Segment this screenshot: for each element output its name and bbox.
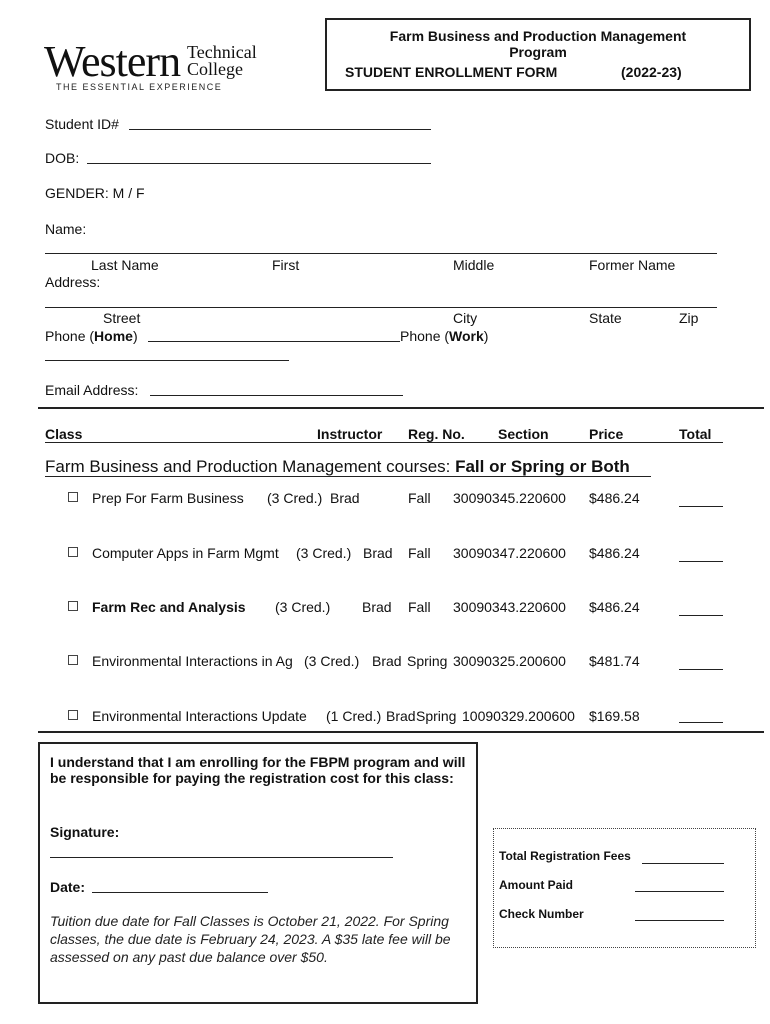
course-instructor: Brad [363,545,393,561]
course-credits: (1 Cred.) [326,708,382,724]
checkbox-icon[interactable] [68,655,78,665]
logo-wordmark: Western [44,37,181,86]
total-fees-label: Total Registration Fees [499,849,631,863]
section-divider [38,407,764,409]
student-id-field[interactable] [129,129,431,130]
header-underline [45,442,723,443]
phone-home-label: Phone (Home) [45,328,138,344]
checkbox-icon[interactable] [68,492,78,502]
logo-subtitle: Technical College [187,42,257,79]
course-reg-section: 30090345.220600 [453,490,566,506]
col-price: Price [589,426,624,442]
col-reg-no: Reg. No. [408,426,465,442]
course-row[interactable]: Environmental Interactions in Ag (3 Cred.) Brad Spring 30090325.200600 $481.74 [68,653,728,673]
state-caption: State [589,310,622,326]
city-caption: City [453,310,478,326]
logo-tagline: THE ESSENTIAL EXPERIENCE [56,82,223,92]
course-row[interactable]: Computer Apps in Farm Mgmt (3 Cred.) Brad Fall 30090347.220600 $486.24 [68,545,728,565]
course-credits: (3 Cred.) [304,653,360,669]
phone-work-label: Phone (Work) [400,328,489,344]
course-row[interactable]: Environmental Interactions Update (1 Cred.) Brad Spring 10090329.200600 $169.58 [68,708,728,728]
name-field[interactable] [45,253,717,254]
total-fees-field[interactable] [642,863,724,864]
course-section-underline [45,476,651,477]
agreement-statement: I understand that I am enrolling for the FBPM program and will be responsible for paying the registration cost for this class: [50,754,466,786]
phone-work-field[interactable] [45,360,289,361]
middle-name-caption: Middle [453,257,495,273]
gender-label: GENDER: M / F [45,185,145,201]
dob-field[interactable] [87,163,431,164]
agreement-box [38,742,478,1004]
form-name: STUDENT ENROLLMENT FORM [345,64,558,80]
course-reg-section: 30090343.220600 [453,599,566,615]
email-label: Email Address: [45,382,139,398]
checkbox-icon[interactable] [68,601,78,611]
course-total-field[interactable] [679,669,723,670]
first-name-caption: First [272,257,300,273]
course-row[interactable]: Farm Rec and Analysis (3 Cred.) Brad Fall 30090343.220600 $486.24 [68,599,728,619]
address-field[interactable] [45,307,717,308]
program-title: Farm Business and Production Management Program [389,28,687,60]
fees-box [493,828,756,948]
course-price: $486.24 [589,545,640,561]
course-instructor: Brad [362,599,392,615]
course-reg-section: 10090329.200600 [462,708,575,724]
course-instructor: Brad [386,708,416,724]
course-total-field[interactable] [679,722,723,723]
course-reg-section: 30090325.200600 [453,653,566,669]
college-logo [44,37,274,102]
col-total: Total [679,426,712,442]
col-section: Section [498,426,549,442]
course-credits: (3 Cred.) [267,490,323,506]
zip-caption: Zip [679,310,699,326]
course-term: Fall [408,545,431,561]
phone-home-field[interactable] [148,341,400,342]
course-reg-section: 30090347.220600 [453,545,566,561]
course-price: $486.24 [589,490,640,506]
signature-label: Signature: [50,824,120,840]
date-field[interactable] [92,892,268,893]
course-instructor: Brad [330,490,360,506]
form-year: (2022-23) [621,64,682,80]
course-credits: (3 Cred.) [296,545,352,561]
name-label: Name: [45,221,87,237]
checkbox-icon[interactable] [68,547,78,557]
amount-paid-label: Amount Paid [499,878,573,892]
dob-label: DOB: [45,150,80,166]
course-price: $169.58 [589,708,640,724]
course-total-field[interactable] [679,561,723,562]
last-name-caption: Last Name [91,257,159,273]
amount-paid-field[interactable] [635,891,724,892]
course-price: $481.74 [589,653,640,669]
table-bottom-divider [38,731,764,733]
form-title-box [325,18,751,91]
former-name-caption: Former Name [589,257,676,273]
course-price: $486.24 [589,599,640,615]
course-total-field[interactable] [679,615,723,616]
course-term: Fall [408,599,431,615]
tuition-due-note: Tuition due date for Fall Classes is October 21, 2022. For Spring classes, the due date is February 24, 2023. A $35 late fee will be assessed on any past due balance over $50. [50,913,451,965]
address-label: Address: [45,274,101,290]
course-total-field[interactable] [679,506,723,507]
check-number-field[interactable] [635,920,724,921]
student-id-label: Student ID# [45,116,119,132]
col-class: Class [45,426,83,442]
course-credits: (3 Cred.) [275,599,331,615]
course-row[interactable]: Prep For Farm Business (3 Cred.) Brad Fall 30090345.220600 $486.24 [68,490,728,510]
course-instructor: Brad [372,653,402,669]
date-label: Date: [50,879,86,895]
course-term: Fall [408,490,431,506]
course-term: Spring [416,708,457,724]
course-section-title: Farm Business and Production Management courses: Fall or Spring or Both [45,457,630,476]
signature-field[interactable] [50,857,393,858]
check-number-label: Check Number [499,907,584,921]
col-instructor: Instructor [317,426,383,442]
email-field[interactable] [150,395,403,396]
checkbox-icon[interactable] [68,710,78,720]
street-caption: Street [103,310,141,326]
course-term: Spring [407,653,448,669]
